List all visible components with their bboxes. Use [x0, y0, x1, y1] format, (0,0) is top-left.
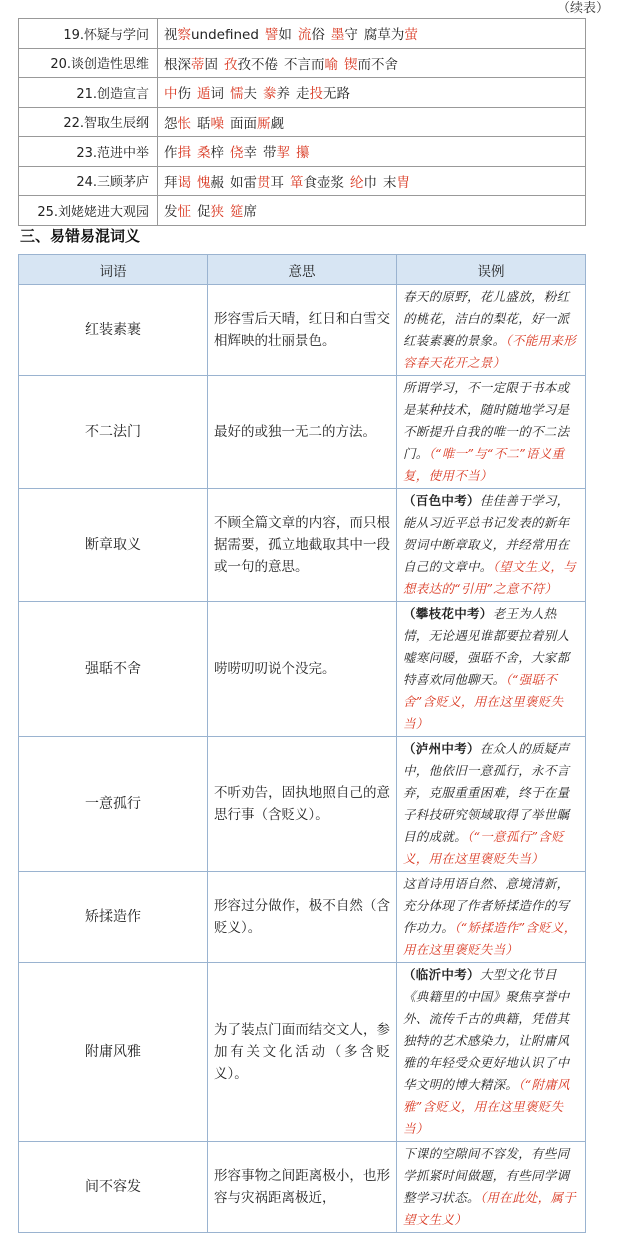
example-text: 大型文化节目《典籍里的中国》聚焦享誉中外、流传千古的典籍，凭借其独特的艺术感染力，让附庸风雅的年轻受众更好地认识了中华文明的博大精深。: [403, 967, 570, 1092]
example-cell: [397, 872, 586, 963]
word-cell: 附庸风雅: [19, 963, 208, 1142]
lesson-words: [158, 48, 586, 78]
word-item: 愧赧: [197, 174, 224, 191]
highlight-char: 谒: [177, 174, 191, 191]
section-title: 三、易错易混词义: [20, 227, 141, 245]
word-item: 视察undefined: [164, 27, 259, 44]
word-item: 箪食壶浆: [290, 174, 344, 191]
word-cell: 矫揉造作: [19, 872, 208, 963]
highlight-char: 桑: [197, 145, 211, 162]
word-item: 不言而喻: [284, 56, 338, 73]
lesson-words: [158, 78, 586, 108]
word-item: 流俗: [297, 27, 325, 44]
word-row: [19, 285, 586, 376]
word-cell: 不二法门: [19, 376, 208, 489]
word-item: 侥幸: [230, 145, 257, 162]
highlight-char: 挈: [276, 145, 290, 162]
word-cell: 强聒不舍: [19, 602, 208, 737]
highlight-char: 豢: [263, 86, 277, 103]
highlight-char: 揖: [177, 145, 191, 162]
word-item: 作揖: [164, 145, 191, 162]
word-row: [19, 963, 586, 1142]
word-item: 孜孜不倦: [224, 56, 278, 73]
lesson-words: [158, 107, 586, 137]
lesson-words: [158, 196, 586, 226]
word-item: 墨守: [330, 27, 358, 44]
error-note: （“一意孤行”含贬义，用在这里褒贬失当）: [403, 829, 564, 866]
word-cell: 间不容发: [19, 1142, 208, 1233]
highlight-char: 墨: [330, 27, 345, 44]
meaning-cell: 唠唠叨叨说个没完。: [208, 602, 397, 737]
highlight-char: 噪: [210, 115, 224, 132]
highlight-char: 胄: [396, 174, 410, 191]
error-note: （“矫揉造作”含贬义，用在这里褒贬失当）: [403, 920, 577, 957]
word-row: [19, 489, 586, 602]
highlight-char: 譬: [264, 27, 279, 44]
highlight-char: 蒂: [191, 56, 205, 73]
example-cell: [397, 376, 586, 489]
word-item: 锲而不舍: [344, 56, 398, 73]
meaning-cell: 不顾全篇文章的内容，而只根据需要，孤立地截取其中一段或一句的意思。: [208, 489, 397, 602]
word-item: 走投无路: [296, 86, 350, 103]
highlight-char: 箪: [290, 174, 304, 191]
word-item: 根深蒂固: [164, 56, 218, 73]
lesson-title: 20.谈创造性思维: [19, 48, 158, 78]
highlight-char: 遁: [197, 86, 211, 103]
highlight-char: 纶: [350, 174, 364, 191]
lesson-words-table: [18, 18, 586, 226]
example-text: 在众人的质疑声中，他依旧一意孤行，永不言弃，克服重重困难，终于在量子科技研究领域取得了举世瞩目的成就。: [403, 741, 570, 844]
highlight-char: 投: [309, 86, 323, 103]
highlight-char: 懦: [230, 86, 244, 103]
word-cell: 红装素裹: [19, 285, 208, 376]
example-text: 这首诗用语自然、意境清新，充分体现了作者矫揉造作的写作功力。: [403, 876, 570, 935]
lesson-title: 25.刘姥姥进大观园: [19, 196, 158, 226]
highlight-char: 攥: [296, 145, 310, 162]
word-item: 筵席: [230, 204, 257, 221]
lesson-row: [19, 78, 586, 108]
lesson-row: [19, 19, 586, 49]
lesson-row: [19, 196, 586, 226]
lesson-title: 21.创造宣言: [19, 78, 158, 108]
highlight-char: 流: [297, 27, 312, 44]
word-item: 聒噪: [197, 115, 224, 132]
word-row: [19, 737, 586, 872]
highlight-char: 筵: [230, 204, 244, 221]
word-item: 发怔: [164, 204, 191, 221]
highlight-char: 孜: [224, 56, 238, 73]
example-cell: [397, 1142, 586, 1233]
example-text: 下课的空隙间不容发，有些同学抓紧时间做题，有些同学调整学习状态。: [403, 1146, 570, 1205]
word-item: 豢养: [263, 86, 290, 103]
word-item: 遁词: [197, 86, 224, 103]
word-item: 面面厮觑: [230, 115, 284, 132]
word-item: 桑梓: [197, 145, 224, 162]
word-cell: 一意孤行: [19, 737, 208, 872]
exam-source: （临沂中考）: [403, 967, 480, 982]
highlight-char: 锲: [344, 56, 358, 73]
meaning-cell: 为了装点门面而结交文人，参加有关文化活动（多含贬义）。: [208, 963, 397, 1142]
header-meaning: 意思: [208, 255, 397, 285]
word-item: 带挈: [263, 145, 290, 162]
example-text: 佳佳善于学习，能从习近平总书记发表的新年贺词中断章取义，并经常用在自己的文章中。: [403, 493, 570, 574]
lesson-row: [19, 166, 586, 196]
highlight-char: 狭: [210, 204, 224, 221]
word-item: 譬如: [264, 27, 292, 44]
example-cell: [397, 963, 586, 1142]
example-text: 老王为人热情，无论遇见谁都要拉着别人嘘寒问暖，强聒不舍，大家都特喜欢同他聊天。: [403, 606, 570, 687]
lesson-words: [158, 166, 586, 196]
word-item: 懦夫: [230, 86, 257, 103]
word-item: 腐草为萤: [363, 27, 418, 44]
error-note: （“唯一”与“不二”语义重复，使用不当）: [403, 446, 565, 483]
lesson-row: [19, 137, 586, 167]
error-note: （用在此处，属于望文生义）: [403, 1190, 576, 1227]
word-row: [19, 602, 586, 737]
error-note: （不能用来形容春天花开之景）: [403, 333, 576, 370]
example-cell: [397, 285, 586, 376]
example-text: 春天的原野，花儿盛放，粉红的桃花，洁白的梨花，好一派红装素裹的景象。: [403, 289, 570, 348]
word-item: 如雷贯耳: [230, 174, 284, 191]
lesson-title: 23.范进中举: [19, 137, 158, 167]
example-text: 所谓学习，不一定限于书本或是某种技术，随时随地学习是不断提升自我的唯一的不二法门。: [403, 380, 570, 461]
error-note: （“附庸风雅”含贬义，用在这里褒贬失当）: [403, 1077, 570, 1136]
word-item: 怨怅: [164, 115, 191, 132]
highlight-char: 萤: [404, 27, 418, 44]
highlight-char: 中: [164, 86, 178, 103]
header-word: 词语: [19, 255, 208, 285]
highlight-char: 厮: [257, 115, 271, 132]
example-cell: [397, 489, 586, 602]
exam-source: （泸州中考）: [403, 741, 480, 756]
meaning-cell: 最好的或独一无二的方法。: [208, 376, 397, 489]
word-row: [19, 1142, 586, 1233]
lesson-words: [158, 137, 586, 167]
error-note: （“强聒不舍”含贬义，用在这里褒贬失当）: [403, 672, 564, 731]
word-item: 中伤: [164, 86, 191, 103]
meaning-cell: 形容事物之间距离极小，也形容与灾祸距离极近，: [208, 1142, 397, 1233]
highlight-char: 怅: [177, 115, 191, 132]
lesson-row: [19, 107, 586, 137]
example-cell: [397, 602, 586, 737]
word-item: 拜谒: [164, 174, 191, 191]
highlight-char: 怔: [177, 204, 191, 221]
word-row: [19, 376, 586, 489]
continued-label: （续表）: [556, 1, 609, 16]
confusing-words-table: [18, 254, 586, 1233]
header-example: 误例: [397, 255, 586, 285]
exam-source: （攀枝花中考）: [403, 606, 493, 621]
meaning-cell: 形容雪后天晴，红日和白雪交相辉映的壮丽景色。: [208, 285, 397, 376]
highlight-char: 喻: [324, 56, 338, 73]
meaning-cell: 形容过分做作，极不自然（含贬义）。: [208, 872, 397, 963]
exam-source: （百色中考）: [403, 493, 480, 508]
word-item: [296, 145, 310, 161]
meaning-cell: 不听劝告，固执地照自己的意思行事（含贬义）。: [208, 737, 397, 872]
highlight-char: 察: [177, 27, 191, 44]
word-item: 纶巾: [350, 174, 377, 191]
highlight-char: 愧: [197, 174, 211, 191]
word-cell: 断章取义: [19, 489, 208, 602]
lesson-title: 22.智取生辰纲: [19, 107, 158, 137]
word-item: 促狭: [197, 204, 224, 221]
word-item: 末胄: [383, 174, 410, 191]
lesson-row: [19, 48, 586, 78]
highlight-char: 侥: [230, 145, 244, 162]
word-row: [19, 872, 586, 963]
error-note: （望文生义，与想表达的“引用”之意不符）: [403, 559, 576, 596]
highlight-char: 贯: [257, 174, 271, 191]
example-cell: [397, 737, 586, 872]
lesson-title: 24.三顾茅庐: [19, 166, 158, 196]
lesson-title: 19.怀疑与学问: [19, 19, 158, 49]
lesson-words: [158, 19, 586, 49]
